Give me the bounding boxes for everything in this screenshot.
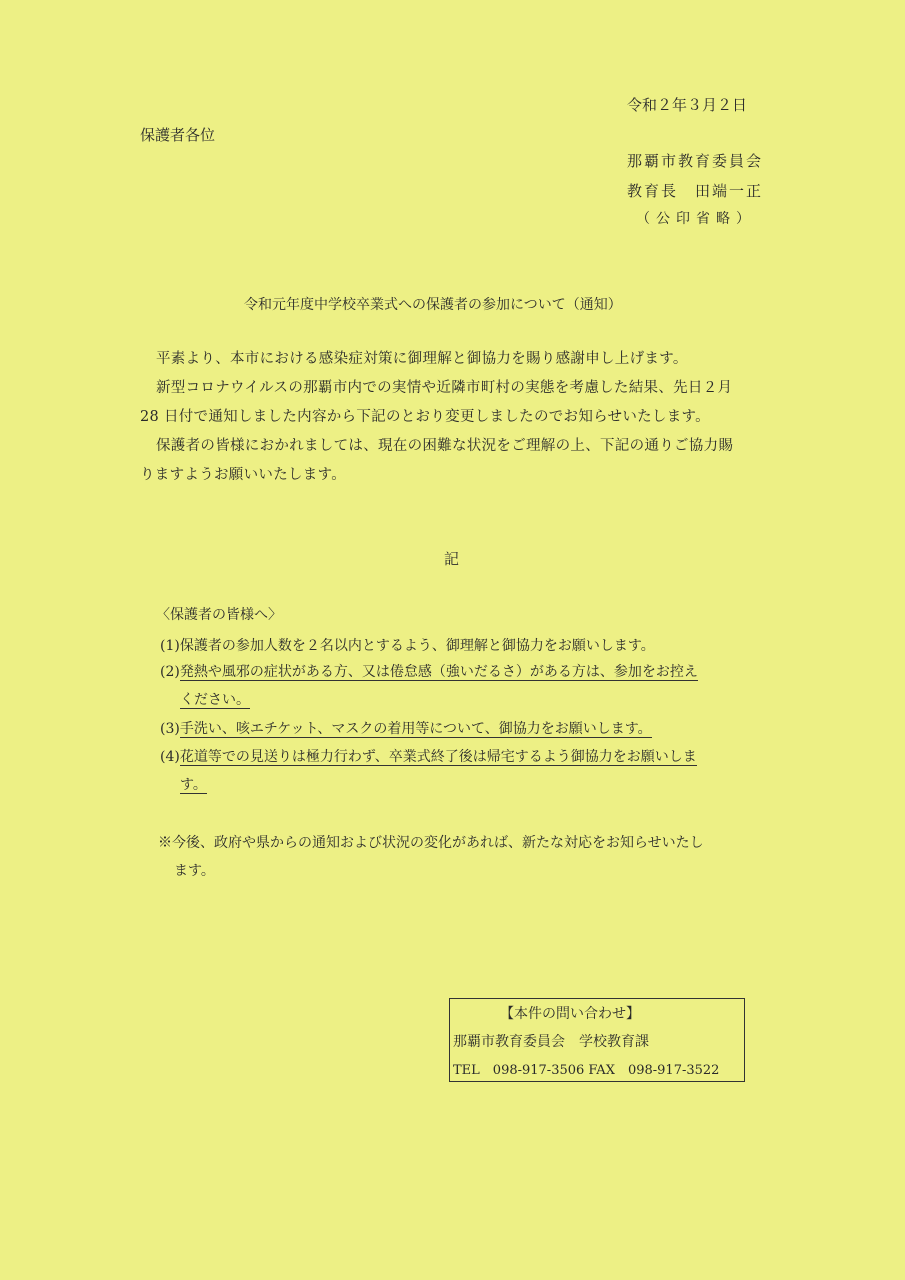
paragraph-2-line-2: 28 日付で通知しました内容から下記のとおり変更しましたのでお知らせいたします。 xyxy=(140,409,710,425)
recipient: 保護者各位 xyxy=(140,126,216,144)
ki-heading: 記 xyxy=(444,550,460,568)
list-item-number: (2) xyxy=(160,664,180,680)
seal-note: （公印省略） xyxy=(636,211,756,227)
list-item-1 xyxy=(160,635,655,655)
list-item-number: (1) xyxy=(160,638,180,654)
date: 令和２年３月２日 xyxy=(627,96,748,114)
list-item-4 xyxy=(160,746,697,766)
section-heading: 〈保護者の皆様へ〉 xyxy=(156,607,282,623)
list-item-text: 保護者の参加人数を２名以内とするよう、御理解と御協力をお願いします。 xyxy=(179,638,655,654)
list-item-text: 発熱や風邪の症状がある方、又は倦怠感（強いだるさ）がある方は、参加をお控え xyxy=(179,664,698,680)
paragraph-1: 平素より、本市における感染症対策に御理解と御協力を賜り感謝申し上げます。 xyxy=(156,351,688,367)
list-item-2 xyxy=(160,661,698,681)
note-line-2: ます。 xyxy=(174,863,215,879)
list-item-number: (4) xyxy=(160,749,180,765)
contact-phone: TEL 098-917-3506 FAX 098-917-3522 xyxy=(453,1063,720,1078)
list-item-4-continuation xyxy=(180,774,207,794)
list-item-text: 花道等での見送りは極力行わず、卒業式終了後は帰宅するよう御協力をお願いしま xyxy=(179,749,697,765)
paragraph-3-line-1: 保護者の皆様におかれましては、現在の困難な状況をご理解の上、下記の通りご協力賜 xyxy=(156,438,734,454)
list-item-number: (3) xyxy=(160,721,180,737)
paragraph-3-line-2: りますようお願いいたします。 xyxy=(140,467,347,483)
list-item-text: ください。 xyxy=(180,692,250,708)
list-item-3 xyxy=(160,718,652,738)
list-item-text: 手洗い、咳エチケット、マスクの着用等について、御協力をお願いします。 xyxy=(179,721,652,737)
contact-department: 那覇市教育委員会 学校教育課 xyxy=(453,1034,649,1050)
contact-heading: 【本件の問い合わせ】 xyxy=(500,1006,640,1022)
sender-title: 教育長 田端一正 xyxy=(627,182,764,200)
note-line-1: ※今後、政府や県からの通知および状況の変化があれば、新たな対応をお知らせいたし xyxy=(158,835,704,851)
contact-box xyxy=(449,998,745,1082)
sender-org: 那覇市教育委員会 xyxy=(627,152,764,170)
list-item-2-continuation xyxy=(180,689,250,709)
paragraph-2-line-1: 新型コロナウイルスの那覇市内での実情や近隣市町村の実態を考慮した結果、先日２月 xyxy=(156,380,733,396)
list-item-text: す。 xyxy=(180,777,207,793)
page-title: 令和元年度中学校卒業式への保護者の参加について（通知） xyxy=(244,297,622,313)
